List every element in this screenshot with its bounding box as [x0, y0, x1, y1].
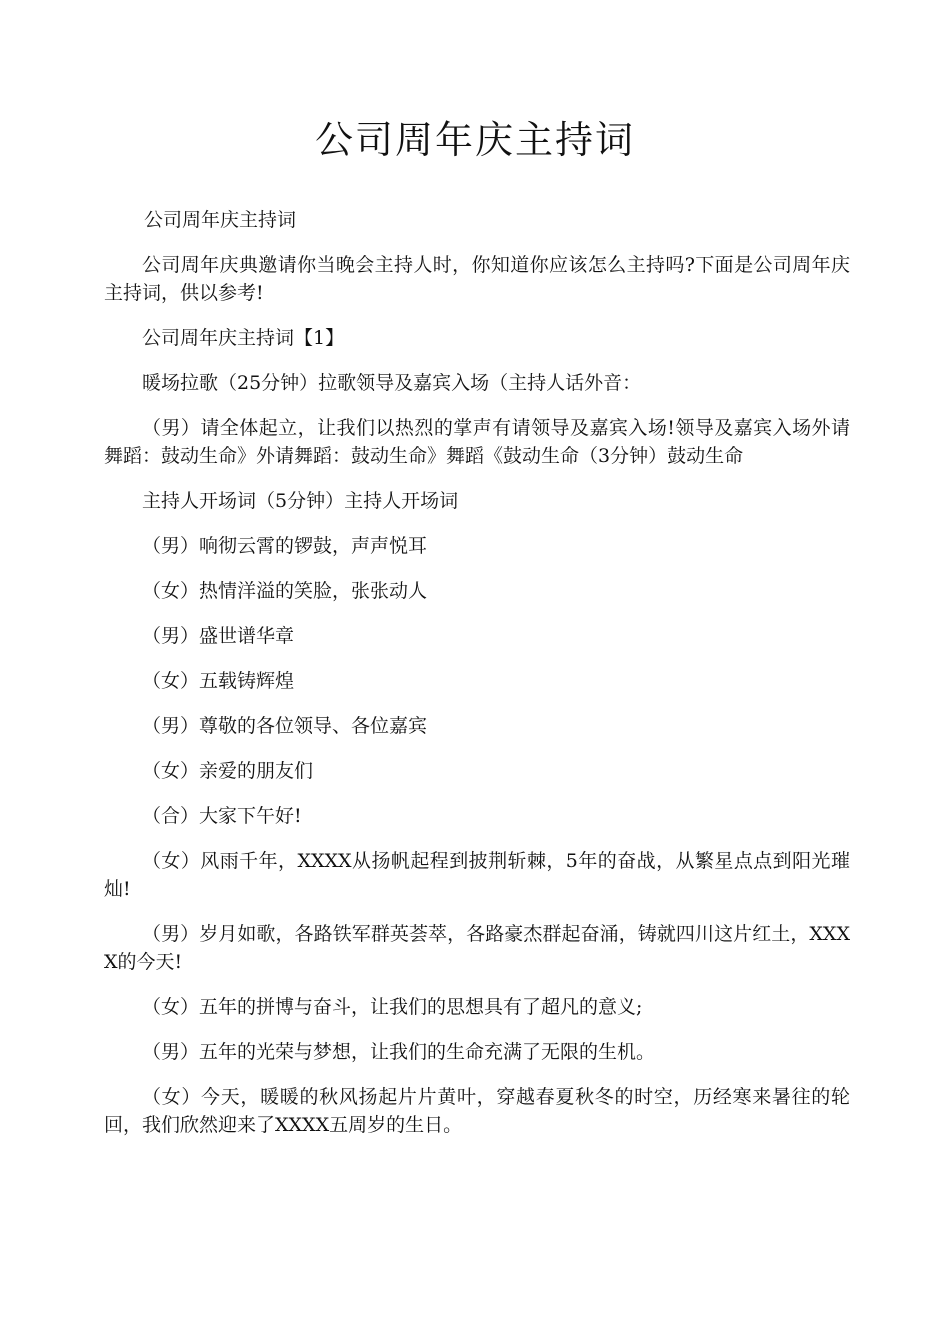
paragraph-intro: 公司周年庆典邀请你当晚会主持人时，你知道你应该怎么主持吗?下面是公司周年庆主持词，供以参考! — [104, 254, 850, 304]
paragraph-section-heading: 公司周年庆主持词【1】 — [142, 327, 345, 349]
document-subtitle: 公司周年庆主持词 — [144, 209, 297, 231]
paragraph-line: （女）今天，暖暖的秋风扬起片片黄叶，穿越春夏秋冬的时空，历经寒来暑往的轮回，我们欣然迎来了XXXX五周岁的生日。 — [104, 1086, 850, 1136]
paragraph-line: （男）尊敬的各位领导、各位嘉宾 — [142, 715, 428, 737]
paragraph-line: （女）五载铸辉煌 — [142, 670, 295, 692]
paragraph-line: （女）亲爱的朋友们 — [142, 760, 314, 782]
document-title: 公司周年庆主持词 — [314, 118, 635, 162]
paragraph-line: （合）大家下午好! — [142, 805, 302, 827]
paragraph-line: （男）响彻云霄的锣鼓，声声悦耳 — [142, 535, 428, 557]
paragraph-guest-entry: （男）请全体起立，让我们以热烈的掌声有请领导及嘉宾入场!领导及嘉宾入场外请舞蹈：鼓动生命》外请舞蹈：鼓动生命》舞蹈《鼓动生命（3分钟）鼓动生命 — [104, 417, 850, 467]
paragraph-line: （女）风雨千年，XXXX从扬帆起程到披荆斩棘，5年的奋战，从繁星点点到阳光璀灿! — [104, 850, 850, 900]
paragraph-line: （男）盛世谱华章 — [142, 625, 295, 647]
paragraph-warmup: 暖场拉歌（25分钟）拉歌领导及嘉宾入场（主持人话外音： — [142, 372, 642, 394]
paragraph-line: （女）五年的拼博与奋斗，让我们的思想具有了超凡的意义; — [142, 996, 643, 1018]
paragraph-line: （女）热情洋溢的笑脸，张张动人 — [142, 580, 428, 602]
paragraph-line: （男）五年的光荣与梦想，让我们的生命充满了无限的生机。 — [142, 1041, 656, 1063]
paragraph-opening-heading: 主持人开场词（5分钟）主持人开场词 — [142, 490, 459, 512]
paragraph-line: （男）岁月如歌，各路铁军群英荟萃，各路豪杰群起奋涌，铸就四川这片红土，XXXX的今天! — [104, 923, 850, 973]
document-body — [104, 206, 850, 1156]
